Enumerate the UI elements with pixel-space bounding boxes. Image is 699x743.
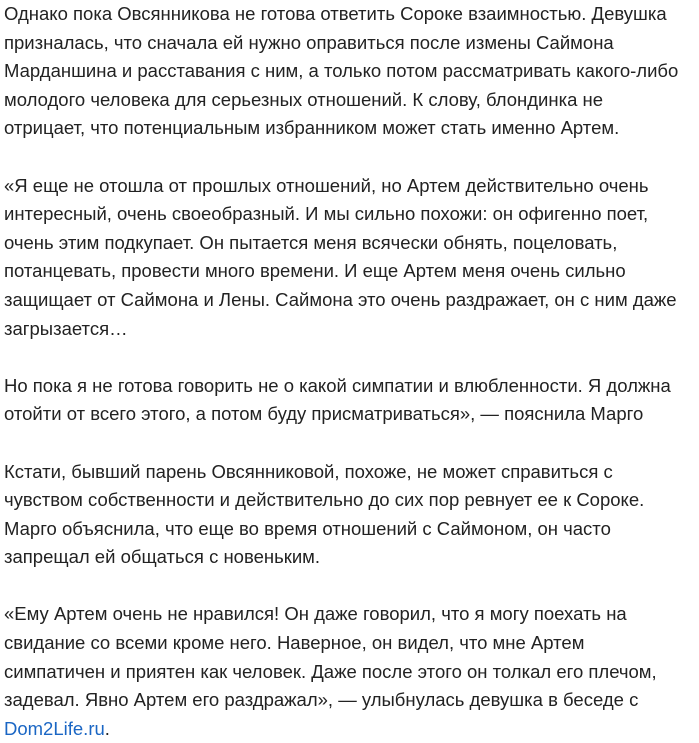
paragraph-final-quote bbox=[4, 600, 689, 743]
final-quote-period: . bbox=[104, 717, 110, 739]
paragraph-quote-part-2: Но пока я не готова говорить не о какой симпатии и влюбленности. Я должна отойти от всего этого, а потом буду присматриваться», — пояснила Марго bbox=[4, 374, 671, 425]
source-link[interactable]: Dom2Life.ru bbox=[4, 717, 105, 739]
paragraph-quote-part-1: «Я еще не отошла от прошлых отношений, но Артем действительно очень интересный, очень своеобразный. И мы сильно похожи: он офигенно поет, очень этим подкупает. Он пытается меня всячески обнять, поцеловать, потанцевать, провести много времени. И еще Артем меня очень сильно защищает от Саймона и Лены. Саймона это очень раздражает, он с ним даже загрызается… bbox=[4, 174, 677, 339]
final-quote-text: «Ему Артем очень не нравился! Он даже говорил, что я могу поехать на свидание со всеми кроме него. Наверное, он видел, что мне Артем симпатичен и приятен как человек. Даже после этого он толкал его плечом, задевал. Явно Артем его раздражал», — улыбнулась девушка в беседе с bbox=[4, 603, 657, 711]
paragraph-intro: Однако пока Овсянникова не готова ответить Сороке взаимностью. Девушка призналась, что сначала ей нужно оправиться после измены Саймона Марданшина и расставания с ним, а только потом рассматривать какого-либо молодого человека для серьезных отношений. К слову, блондинка не отрицает, что потенциальным избранником может стать именно Артем. bbox=[4, 3, 679, 139]
paragraph-ex-boyfriend: Кстати, бывший парень Овсянниковой, похоже, не может справиться с чувством собственности и действительно до сих пор ревнует ее к Сороке. Марго объяснила, что еще во время отношений с Саймоном, он часто запрещал ей общаться с новеньким. bbox=[4, 460, 645, 568]
